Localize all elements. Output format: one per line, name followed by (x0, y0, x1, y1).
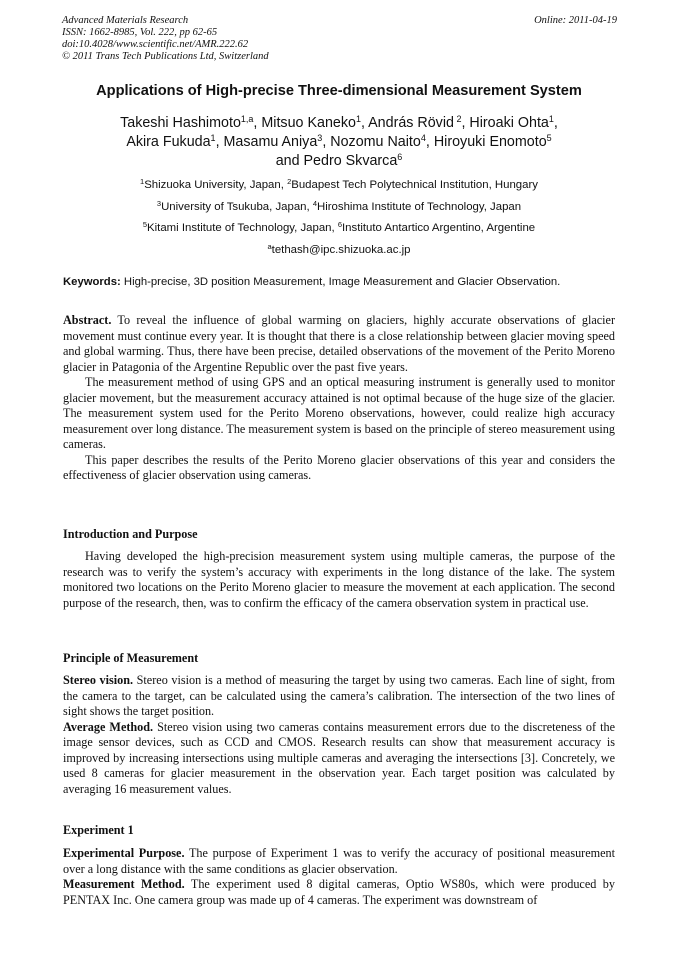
author-email-line (40, 240, 638, 262)
affil-text: Budapest Tech Polytechnical Institution, Hungary (291, 179, 538, 191)
author-sep: , (553, 115, 558, 131)
affil-sup: 4 (312, 198, 317, 208)
exp-method-text: The experiment used 8 digital cameras, Optio WS80s, which were produced by PENTAX Inc. One camera group was made up of 4 cameras. The experiment was downstream of (63, 877, 615, 907)
author-sep: , (360, 115, 369, 131)
affil-sup: 5 (142, 220, 148, 229)
author-line-1 (40, 114, 638, 133)
exp-method-label: Measurement Method. (63, 877, 185, 891)
online-date: Online: 2011-04-19 (534, 15, 617, 26)
keywords-text: High-precise, 3D position Measurement, Image Measurement and Glacier Observation. (120, 276, 561, 288)
author-email[interactable]: tethash@ipc.shizuoka.ac.jp (271, 243, 411, 256)
author-name: Mitsuo Kaneko (261, 115, 356, 131)
author-affil-sup: 2 (453, 114, 462, 124)
journal-header (62, 15, 617, 63)
email-sup: a (267, 241, 272, 251)
affil-text: Kitami Institute of Technology, Japan, (147, 222, 338, 234)
principle-heading: Principle of Measurement (63, 651, 199, 665)
author-affil-sup: 4 (420, 133, 426, 143)
experiment1-section (63, 846, 615, 908)
principle-section (63, 673, 615, 797)
author-sep: , (322, 134, 331, 150)
author-name: András Rövid (368, 115, 454, 131)
affil-sup: 3 (156, 198, 162, 208)
affil-sup: 1 (140, 177, 145, 186)
author-sep: , (425, 134, 434, 150)
exp-method-para (63, 877, 615, 908)
stereo-label: Stereo vision. (63, 673, 134, 687)
author-name: Hiroyuki Enomoto (433, 134, 547, 150)
author-list (40, 114, 638, 171)
keywords-label: Keywords: (63, 276, 121, 288)
abstract-para-3: This paper describes the results of the Perito Moreno glacier observations of this year and considers the effectiveness of glacier observation using cameras. (63, 452, 615, 482)
doi-line: doi:10.4028/www.scientific.net/AMR.222.62 (62, 39, 249, 50)
intro-para-1: Having developed the high-precision measurement system using multiple cameras, the purpose of the research was to verify the system’s accuracy with experiments in the long distance of the lake. The system monitored two locations on the Perito Moreno glacier to measure the movement at each application. The second purpose of the research, then, was to confirm the efficacy of the camera observation system in practical use. (63, 549, 615, 610)
author-and: and (275, 153, 304, 169)
stereo-text: Stereo vision is a method of measuring the target by using two cameras. Each line of sight, from the camera to the target, can be calculated using the camera’s calibration. The intersection of the two lines of sight shows the target position. (63, 673, 615, 718)
author-affil-sup: 1,a (240, 114, 254, 124)
author-affil-sup: 1 (355, 114, 361, 124)
author-sep: , (461, 115, 470, 131)
affil-text: Instituto Antartico Argentino, Argentine (342, 222, 536, 234)
affil-text: Hiroshima Institute of Technology, Japan (317, 200, 522, 213)
author-name: Akira Fukuda (126, 134, 211, 150)
affil-sup: 6 (337, 220, 342, 229)
affiliation-line-3 (40, 218, 638, 240)
affil-text: Shizuoka University, Japan, (144, 179, 288, 191)
abstract-label: Abstract. (63, 313, 112, 327)
affiliation-list (40, 175, 638, 261)
author-name: Nozomu Naito (330, 134, 421, 150)
intro-section (63, 549, 615, 611)
keywords (63, 275, 618, 289)
author-affil-sup: 6 (397, 152, 403, 162)
author-affil-sup: 1 (210, 133, 216, 143)
author-name: Hiroaki Ohta (469, 115, 549, 131)
average-text: Stereo vision using two cameras contains measurement errors due to the discreteness of the image sensor devices, such as CCD and CMOS. Research results can show that measurement accuracy is improved by increasing intersections using multiple cameras and averaging the intersections [3]. Concretely, we used 8 cameras for glacier measurement in the observation year. Each target position was calculated by averaging 16 measurement values. (63, 719, 615, 796)
affiliation-line-2 (40, 197, 638, 219)
stereo-para (63, 673, 615, 720)
affiliation-line-1 (40, 175, 638, 197)
paper-title: Applications of High-precise Three-dimensional Measurement System (96, 83, 582, 99)
copyright-line: © 2011 Trans Tech Publications Ltd, Switzerland (62, 51, 269, 62)
author-affil-sup: 3 (317, 133, 323, 143)
abstract-para-1 (63, 313, 615, 375)
journal-name: Advanced Materials Research (62, 15, 189, 26)
author-sep: , (215, 134, 224, 150)
average-label: Average Method. (63, 719, 154, 734)
abstract-section (63, 313, 615, 484)
average-para (63, 720, 615, 798)
author-name: Takeshi Hashimoto (120, 115, 241, 131)
experiment1-heading: Experiment 1 (63, 823, 134, 837)
exp-purpose-label: Experimental Purpose. (63, 846, 185, 860)
exp-purpose-para (63, 846, 615, 877)
issn-line: ISSN: 1662-8985, Vol. 222, pp 62-65 (62, 27, 218, 38)
author-name: Pedro Skvarca (303, 153, 398, 169)
affil-sup: 2 (287, 177, 292, 186)
author-affil-sup: 1 (548, 114, 554, 124)
author-line-3 (40, 152, 638, 171)
author-sep: , (253, 115, 262, 131)
author-line-2 (40, 133, 638, 152)
abstract-text-1: To reveal the influence of global warming on glaciers, highly accurate observations of glacier movement must continue every year. It is thought that there is a close relationship between glacier moving speed and global warming. Thus, there have been precise, detailed observations of the movement of the Perito Moreno glacier in Patagonia of the Argentine Republic over the past five years. (63, 313, 615, 374)
exp-purpose-text: The purpose of Experiment 1 was to verify the accuracy of positional measurement over a long distance with the same conditions as glacier observation. (63, 846, 615, 876)
affil-text: University of Tsukuba, Japan, (161, 200, 313, 213)
abstract-para-2: The measurement method of using GPS and an optical measuring instrument is generally used to monitor glacier movement, but the measurement accuracy attained is not optimal because of the huge size of the glacier. The measurement system used for the Perito Moreno observations, however, could realize high accuracy measurement over long distance. The measurement system is based on the principle of stereo measurement using cameras. (63, 375, 615, 451)
author-name: Masamu Aniya (223, 134, 318, 150)
author-affil-sup: 5 (546, 133, 552, 143)
intro-heading: Introduction and Purpose (63, 527, 198, 541)
